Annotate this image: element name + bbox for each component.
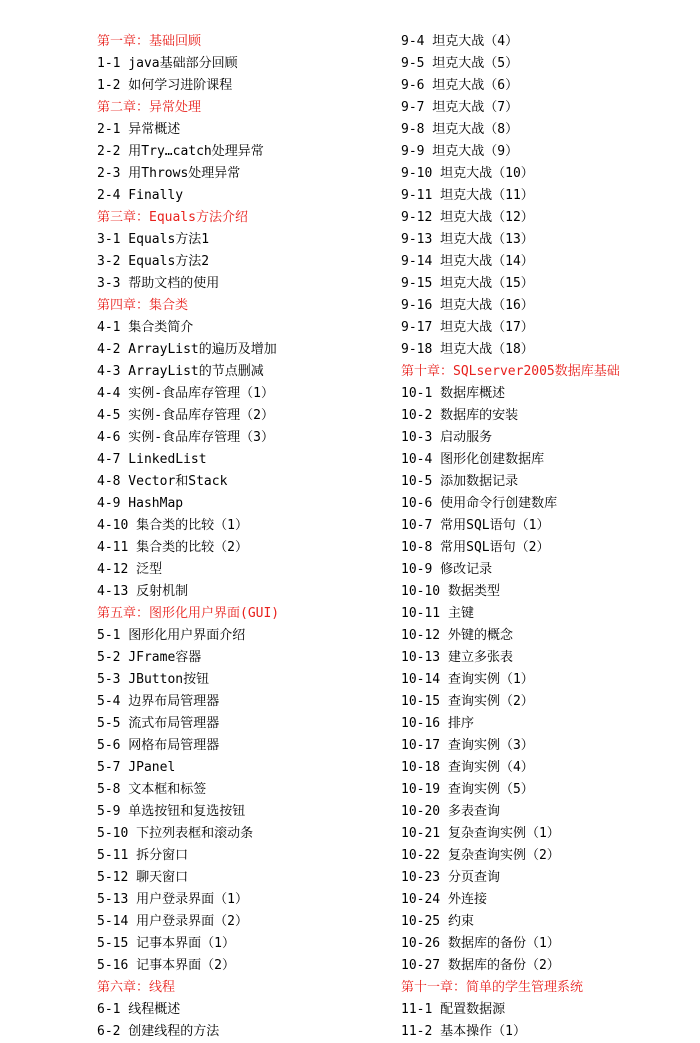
- lesson-item: 10-14 查询实例（1）: [401, 672, 534, 687]
- lesson-item: 9-16 坦克大战（16）: [401, 298, 534, 313]
- lesson-item: 9-18 坦克大战（18）: [401, 342, 534, 357]
- lesson-item: 4-2 ArrayList的遍历及增加: [97, 342, 277, 357]
- lesson-item: 10-10 数据类型: [401, 584, 500, 599]
- lesson-item: 10-19 查询实例（5）: [401, 782, 534, 797]
- lesson-item: 4-1 集合类简介: [97, 320, 194, 335]
- lesson-item: 10-2 数据库的安装: [401, 408, 519, 423]
- lesson-item: 10-25 约束: [401, 914, 474, 929]
- lesson-item: 5-4 边界布局管理器: [97, 694, 220, 709]
- lesson-item: 5-16 记事本界面（2）: [97, 958, 235, 973]
- lesson-item: 2-1 异常概述: [97, 122, 181, 137]
- lesson-item: 9-11 坦克大战（11）: [401, 188, 534, 203]
- lesson-item: 10-20 多表查询: [401, 804, 500, 819]
- lesson-item: 5-2 JFrame容器: [97, 650, 202, 665]
- lesson-item: 10-11 主键: [401, 606, 474, 621]
- lesson-item: 10-8 常用SQL语句（2）: [401, 540, 550, 555]
- lesson-item: 6-2 创建线程的方法: [97, 1024, 220, 1039]
- lesson-item: 10-12 外键的概念: [401, 628, 513, 643]
- lesson-item: 10-26 数据库的备份（1）: [401, 936, 560, 951]
- lesson-item: 9-10 坦克大战（10）: [401, 166, 534, 181]
- lesson-item: 5-15 记事本界面（1）: [97, 936, 235, 951]
- lesson-item: 5-11 拆分窗口: [97, 848, 189, 863]
- left-column: [97, 31, 387, 1043]
- lesson-item: 9-12 坦克大战（12）: [401, 210, 534, 225]
- lesson-item: 4-9 HashMap: [97, 496, 184, 511]
- lesson-item: 10-27 数据库的备份（2）: [401, 958, 560, 973]
- chapter-heading: 第四章：集合类: [97, 298, 189, 313]
- lesson-item: 5-3 JButton按钮: [97, 672, 210, 687]
- lesson-item: 10-6 使用命令行创建数库: [401, 496, 558, 511]
- lesson-item: 5-10 下拉列表框和滚动条: [97, 826, 254, 841]
- lesson-item: 10-22 复杂查询实例（2）: [401, 848, 560, 863]
- lesson-item: 4-10 集合类的比较（1）: [97, 518, 248, 533]
- lesson-item: 5-6 网格布局管理器: [97, 738, 220, 753]
- lesson-item: 9-13 坦克大战（13）: [401, 232, 534, 247]
- lesson-item: 9-8 坦克大战（8）: [401, 122, 519, 137]
- lesson-item: 1-2 如何学习进阶课程: [97, 78, 233, 93]
- lesson-item: 10-21 复杂查询实例（1）: [401, 826, 560, 841]
- lesson-item: 10-9 修改记录: [401, 562, 493, 577]
- lesson-item: 9-15 坦克大战（15）: [401, 276, 534, 291]
- lesson-item: 10-1 数据库概述: [401, 386, 506, 401]
- lesson-item: 9-6 坦克大战（6）: [401, 78, 519, 93]
- lesson-item: 5-1 图形化用户界面介绍: [97, 628, 246, 643]
- lesson-item: 10-5 添加数据记录: [401, 474, 519, 489]
- lesson-item: 4-3 ArrayList的节点删减: [97, 364, 264, 379]
- chapter-heading: 第一章：基础回顾: [97, 34, 202, 49]
- lesson-item: 9-5 坦克大战（5）: [401, 56, 519, 71]
- lesson-item: 9-17 坦克大战（17）: [401, 320, 534, 335]
- chapter-heading: 第五章：图形化用户界面(GUI): [97, 606, 280, 621]
- lesson-item: 10-17 查询实例（3）: [401, 738, 534, 753]
- lesson-item: 10-3 启动服务: [401, 430, 493, 445]
- lesson-item: 10-16 排序: [401, 716, 474, 731]
- lesson-item: 5-13 用户登录界面（1）: [97, 892, 248, 907]
- chapter-heading: 第三章：Equals方法介绍: [97, 210, 248, 225]
- lesson-item: 10-24 外连接: [401, 892, 487, 907]
- lesson-item: 9-7 坦克大战（7）: [401, 100, 519, 115]
- chapter-heading: 第六章：线程: [97, 980, 176, 995]
- lesson-item: 10-23 分页查询: [401, 870, 500, 885]
- lesson-item: 2-2 用Try…catch处理异常: [97, 144, 264, 159]
- lesson-item: 9-4 坦克大战（4）: [401, 34, 519, 49]
- lesson-item: 5-14 用户登录界面（2）: [97, 914, 248, 929]
- lesson-item: 10-15 查询实例（2）: [401, 694, 534, 709]
- chapter-heading: 第十章：SQLserver2005数据库基础: [401, 364, 620, 379]
- lesson-item: 10-18 查询实例（4）: [401, 760, 534, 775]
- lesson-item: 3-2 Equals方法2: [97, 254, 210, 269]
- lesson-item: 11-1 配置数据源: [401, 1002, 506, 1017]
- lesson-item: 9-9 坦克大战（9）: [401, 144, 519, 159]
- lesson-item: 10-4 图形化创建数据库: [401, 452, 545, 467]
- lesson-item: 3-3 帮助文档的使用: [97, 276, 220, 291]
- lesson-item: 2-3 用Throws处理异常: [97, 166, 241, 181]
- lesson-item: 6-1 线程概述: [97, 1002, 181, 1017]
- lesson-item: 4-8 Vector和Stack: [97, 474, 228, 489]
- right-column: [401, 31, 691, 1043]
- lesson-item: 4-4 实例-食品库存管理（1）: [97, 386, 274, 401]
- lesson-item: 4-13 反射机制: [97, 584, 189, 599]
- lesson-item: 4-7 LinkedList: [97, 452, 207, 467]
- lesson-item: 10-7 常用SQL语句（1）: [401, 518, 550, 533]
- lesson-item: 4-6 实例-食品库存管理（3）: [97, 430, 274, 445]
- lesson-item: 10-13 建立多张表: [401, 650, 513, 665]
- chapter-heading: 第二章：异常处理: [97, 100, 202, 115]
- lesson-item: 5-8 文本框和标签: [97, 782, 207, 797]
- chapter-heading: 第十一章：简单的学生管理系统: [401, 980, 584, 995]
- lesson-item: 5-12 聊天窗口: [97, 870, 189, 885]
- lesson-item: 3-1 Equals方法1: [97, 232, 210, 247]
- lesson-item: 11-2 基本操作（1）: [401, 1024, 526, 1039]
- lesson-item: 4-5 实例-食品库存管理（2）: [97, 408, 274, 423]
- lesson-item: 4-11 集合类的比较（2）: [97, 540, 248, 555]
- lesson-item: 5-7 JPanel: [97, 760, 176, 775]
- lesson-item: 1-1 java基础部分回顾: [97, 56, 238, 71]
- lesson-item: 9-14 坦克大战（14）: [401, 254, 534, 269]
- lesson-item: 5-9 单选按钮和复选按钮: [97, 804, 246, 819]
- lesson-item: 5-5 流式布局管理器: [97, 716, 220, 731]
- lesson-item: 2-4 Finally: [97, 188, 184, 203]
- lesson-item: 4-12 泛型: [97, 562, 163, 577]
